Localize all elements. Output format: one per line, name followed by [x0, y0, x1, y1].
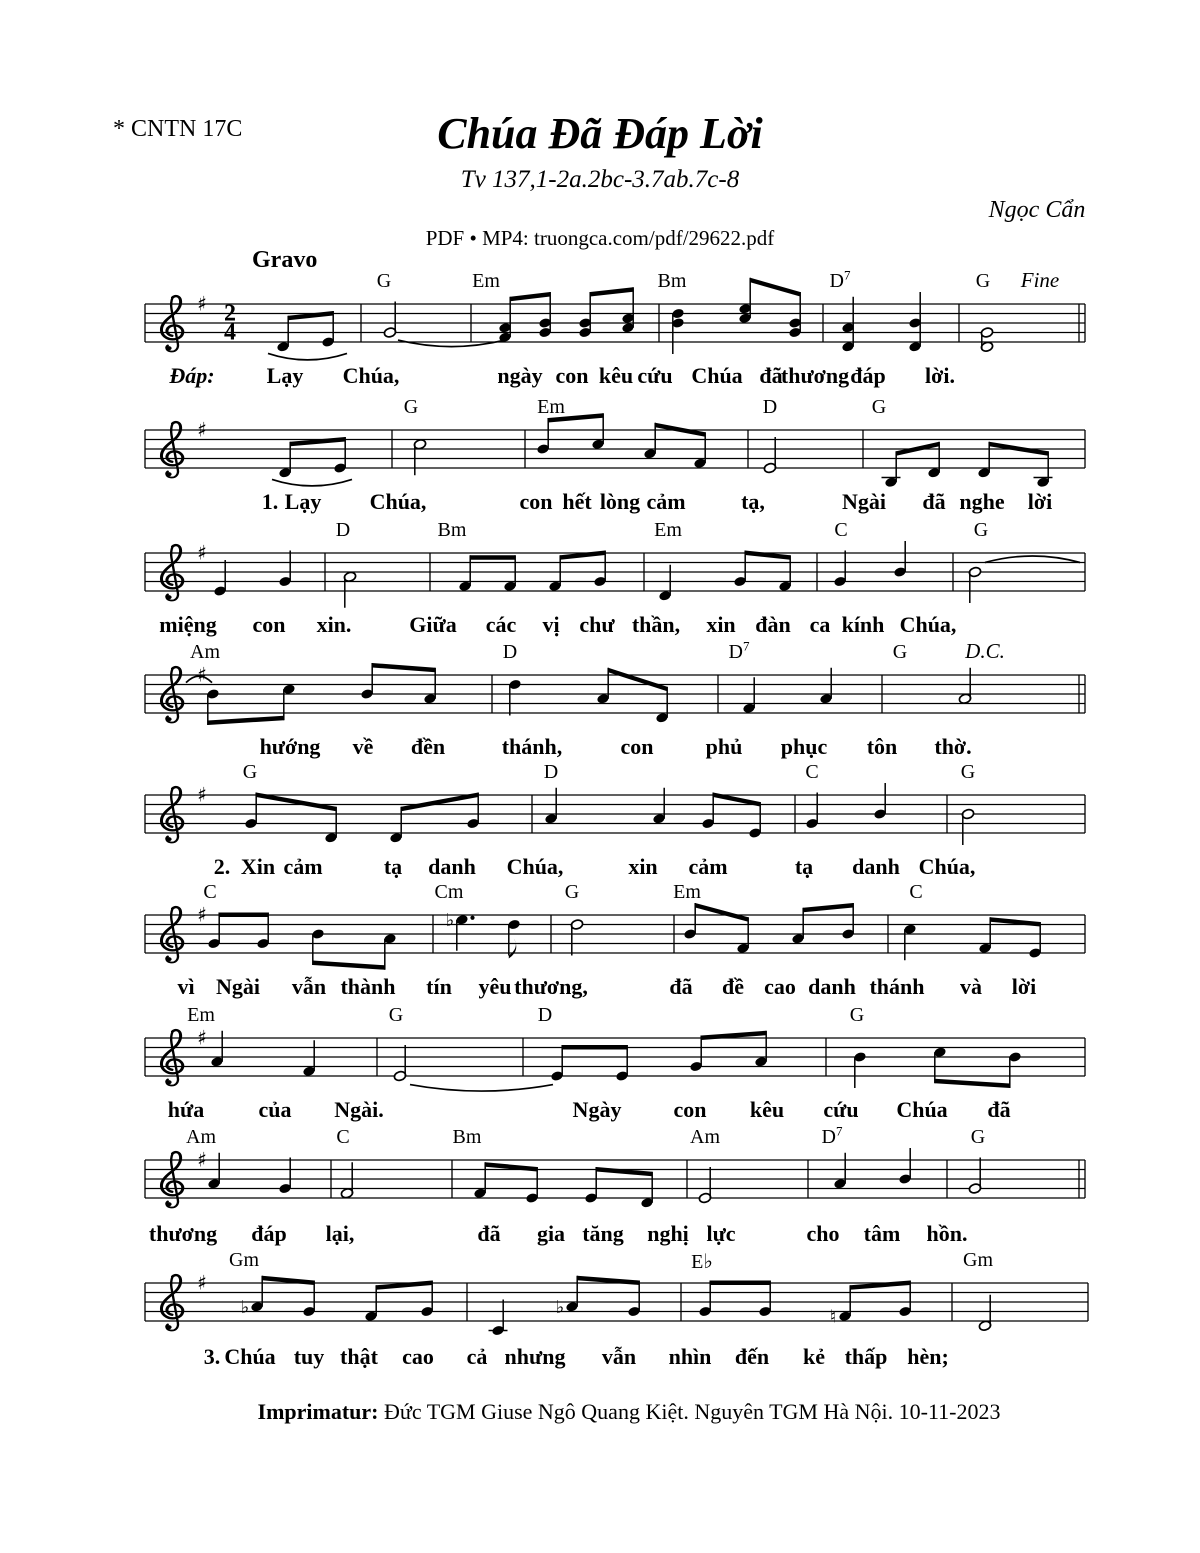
- lyric-syllable: đã: [987, 1097, 1011, 1122]
- key-signature: ♯: [197, 782, 207, 807]
- lyric-syllable: ngày: [497, 363, 543, 388]
- chord-label: D: [502, 641, 518, 663]
- lyric-syllable: đền: [410, 734, 446, 759]
- key-signature: ♯: [197, 1270, 207, 1295]
- chord-label: E♭: [691, 1251, 713, 1273]
- lyric-syllable: vị: [542, 612, 560, 637]
- author-name: Ngọc Cẩn: [988, 197, 1086, 223]
- imprimatur-text: Đức TGM Giuse Ngô Quang Kiệt. Nguyên TGM Hà Nội. 10-11-2023: [378, 1399, 1001, 1424]
- key-signature: ♯: [197, 662, 207, 687]
- accidental: ♮: [829, 1306, 837, 1328]
- lyric-syllable: cảm: [283, 854, 323, 879]
- lyric-syllable: nghe: [959, 489, 1005, 514]
- lyric-syllable: yêu: [478, 974, 512, 999]
- lyric-syllable: Chúa,: [342, 363, 400, 388]
- lyric-syllable: con: [252, 612, 286, 637]
- chord-label: G: [564, 881, 580, 903]
- accidental: ♭: [555, 1296, 565, 1318]
- chord-label: $D^7$: [829, 267, 851, 292]
- lyric-syllable: con: [673, 1097, 707, 1122]
- lyric-syllable: xin.: [316, 612, 352, 637]
- lyric-syllable: kêu: [598, 363, 634, 388]
- chord-label: $D^7$: [821, 1123, 843, 1148]
- lyric-syllable: tuy: [293, 1344, 325, 1369]
- chord-label: D: [543, 761, 559, 783]
- lyric-syllable: lời: [1011, 974, 1037, 999]
- lyric-syllable: nhìn: [668, 1344, 712, 1369]
- lyric-syllable: danh: [428, 854, 476, 879]
- lyric-syllable: Xin: [240, 854, 276, 879]
- chord-label: Bm: [452, 1126, 482, 1148]
- lyric-syllable: hướng: [259, 734, 321, 759]
- key-signature: ♯: [197, 902, 207, 927]
- lyric-syllable: con: [620, 734, 654, 759]
- chord-label: Em: [187, 1004, 215, 1026]
- lyric-syllable: thấp: [844, 1344, 888, 1369]
- lyric-syllable: cho: [806, 1221, 840, 1246]
- chord-superscript: 7: [835, 1123, 843, 1139]
- lyric-syllable: lòng: [599, 489, 641, 514]
- lyric-syllable: các: [485, 612, 517, 637]
- lyric-syllable: vẫn: [601, 1344, 637, 1369]
- lyric-syllable: Ngài: [842, 489, 886, 514]
- chord-label: G: [388, 1004, 404, 1026]
- lyric-syllable: tăng: [582, 1221, 624, 1246]
- accidental: ♭: [445, 909, 455, 931]
- lyric-syllable: lời: [1027, 489, 1053, 514]
- imprimatur-line: [258, 1399, 1001, 1425]
- chord-label: Am: [190, 641, 220, 663]
- media-link[interactable]: PDF • MP4: truongca.com/pdf/29622.pdf: [425, 226, 775, 250]
- lyric-syllable: và: [960, 974, 982, 999]
- lyric-syllable: Ngài: [216, 974, 260, 999]
- lyric-syllable: hồn.: [926, 1221, 968, 1246]
- lyric-syllable: thần,: [631, 612, 681, 637]
- lyric-syllable: Giữa: [409, 612, 457, 637]
- lyric-syllable: Chúa,: [369, 489, 427, 514]
- chord-label: Em: [537, 396, 565, 418]
- chord-label: G: [403, 396, 419, 418]
- accidental: ♭: [240, 1296, 250, 1318]
- chord-label: D: [762, 396, 778, 418]
- lyric-syllable: con: [519, 489, 553, 514]
- lyric-syllable: danh: [852, 854, 900, 879]
- lyric-syllable: thương: [148, 1221, 218, 1246]
- lyric-syllable: kính: [841, 612, 885, 637]
- lyric-syllable: 2.: [213, 854, 231, 879]
- chord-label: G: [973, 519, 989, 541]
- lyric-syllable: Chúa: [691, 363, 743, 388]
- lyric-syllable: thương,: [514, 974, 588, 999]
- lyric-syllable: thương: [780, 363, 850, 388]
- chord-label: G: [376, 270, 392, 292]
- chord-label: G: [242, 761, 258, 783]
- lyric-syllable: cứu: [823, 1097, 859, 1122]
- lyric-syllable: tạ,: [741, 489, 765, 514]
- page-title: Chúa Đã Đáp Lời: [437, 109, 763, 158]
- chord-label: D: [537, 1004, 553, 1026]
- chord-label: Bm: [657, 270, 687, 292]
- lyric-syllable: thánh,: [501, 734, 563, 759]
- lyric-syllable: xin: [628, 854, 658, 879]
- lyric-syllable: tôn: [866, 734, 898, 759]
- lyric-syllable: cảm: [688, 854, 728, 879]
- mark-label: D.C.: [965, 639, 1005, 663]
- mark-label: Fine: [1020, 268, 1060, 292]
- chord-label: Em: [673, 881, 701, 903]
- chord-label: Gm: [229, 1249, 259, 1271]
- time-signature-bottom: 4: [224, 319, 236, 346]
- lyric-syllable: gia: [536, 1221, 566, 1246]
- lyric-syllable: đã: [669, 974, 693, 999]
- lyric-syllable: cao: [402, 1344, 434, 1369]
- lyric-syllable: ca: [809, 612, 831, 637]
- key-signature: ♯: [197, 291, 207, 316]
- key-signature: ♯: [197, 1025, 207, 1050]
- lyric-syllable: hèn;: [907, 1344, 949, 1369]
- chord-label: G: [960, 761, 976, 783]
- chord-label: Em: [654, 519, 682, 541]
- tempo-marking: Gravo: [252, 247, 318, 273]
- lyric-syllable: tín: [426, 974, 452, 999]
- lyric-syllable: đàn: [755, 612, 791, 637]
- lyric-syllable: miệng: [159, 612, 217, 637]
- lyric-syllable: thật: [340, 1344, 378, 1369]
- lyric-syllable: thành: [340, 974, 396, 999]
- lyric-syllable: vẫn: [291, 974, 327, 999]
- chord-label: Cm: [434, 881, 464, 903]
- chord-label: Am: [690, 1126, 720, 1148]
- lyric-syllable: kẻ: [803, 1344, 825, 1369]
- chord-label: C: [834, 519, 848, 541]
- lyric-syllable: vì: [177, 974, 195, 999]
- lyric-syllable: chư: [579, 612, 615, 637]
- lyric-syllable: đã: [759, 363, 783, 388]
- lyric-syllable: con: [555, 363, 589, 388]
- lyric-syllable: cảm: [646, 489, 686, 514]
- lyric-syllable: thờ.: [934, 734, 972, 759]
- lyric-syllable: cứu: [637, 363, 673, 388]
- chord-label: G: [892, 641, 908, 663]
- chord-label: Bm: [437, 519, 467, 541]
- chord-label: Am: [186, 1126, 216, 1148]
- lyric-syllable: Đáp:: [169, 363, 215, 388]
- lyric-syllable: đáp: [251, 1221, 287, 1246]
- chord-label: G: [975, 270, 991, 292]
- lyric-syllable: Chúa: [896, 1097, 948, 1122]
- lyric-syllable: lời.: [925, 363, 955, 388]
- lyric-syllable: phục: [780, 734, 828, 759]
- lyric-syllable: danh: [808, 974, 856, 999]
- lyric-syllable: tâm: [863, 1221, 901, 1246]
- chord-label: C: [909, 881, 923, 903]
- lyric-syllable: Lạy: [266, 363, 304, 388]
- chord-label: C: [336, 1126, 350, 1148]
- lyric-syllable: về: [352, 734, 374, 759]
- chord-superscript: 7: [742, 638, 750, 654]
- chord-label: Em: [472, 270, 500, 292]
- time-signature-top: 2: [224, 300, 236, 327]
- lyric-syllable: Ngài.: [334, 1097, 384, 1122]
- lyric-syllable: hết: [562, 489, 592, 514]
- lyric-syllable: Lạy: [284, 489, 322, 514]
- lyric-syllable: lại,: [325, 1221, 355, 1246]
- lyric-syllable: đáp: [850, 363, 886, 388]
- key-signature: ♯: [197, 540, 207, 565]
- lyric-syllable: nhưng: [504, 1344, 566, 1369]
- lyric-syllable: lực: [706, 1221, 736, 1246]
- lyric-syllable: Chúa,: [918, 854, 976, 879]
- catalog-number: * CNTN 17C: [113, 116, 243, 142]
- lyric-syllable: Chúa: [224, 1344, 276, 1369]
- page-subtitle: Tv 137,1-2a.2bc-3.7ab.7c-8: [460, 166, 740, 193]
- imprimatur-label: Imprimatur:: [257, 1399, 379, 1424]
- lyric-syllable: đã: [477, 1221, 501, 1246]
- lyric-syllable: hứa: [167, 1097, 205, 1122]
- chord-label: Gm: [963, 1249, 993, 1271]
- chord-label: C: [805, 761, 819, 783]
- lyric-syllable: Ngày: [572, 1097, 622, 1122]
- lyric-syllable: tạ: [794, 854, 814, 879]
- lyric-syllable: đã: [922, 489, 946, 514]
- key-signature: ♯: [197, 1147, 207, 1172]
- lyric-syllable: Chúa,: [899, 612, 957, 637]
- lyric-syllable: tạ: [383, 854, 403, 879]
- lyric-syllable: 3.: [203, 1344, 221, 1369]
- lyric-syllable: xin: [706, 612, 736, 637]
- chord-label: $D^7$: [728, 638, 750, 663]
- lyric-syllable: Chúa,: [506, 854, 564, 879]
- lyric-syllable: nghị: [647, 1221, 689, 1246]
- key-signature: ♯: [197, 417, 207, 442]
- lyric-syllable: phủ: [705, 734, 743, 759]
- lyric-syllable: của: [258, 1097, 292, 1122]
- lyric-syllable: 1.: [261, 489, 279, 514]
- lyric-syllable: đến: [734, 1344, 770, 1369]
- chord-label: D: [335, 519, 351, 541]
- chord-label: C: [203, 881, 217, 903]
- lyric-syllable: cả: [466, 1344, 488, 1369]
- chord-superscript: 7: [843, 267, 851, 283]
- lyric-syllable: đề: [722, 974, 744, 999]
- lyric-syllable: kêu: [749, 1097, 785, 1122]
- chord-label: G: [970, 1126, 986, 1148]
- lyric-syllable: cao: [764, 974, 796, 999]
- lyric-syllable: thánh: [869, 974, 925, 999]
- chord-label: G: [871, 396, 887, 418]
- chord-label: G: [849, 1004, 865, 1026]
